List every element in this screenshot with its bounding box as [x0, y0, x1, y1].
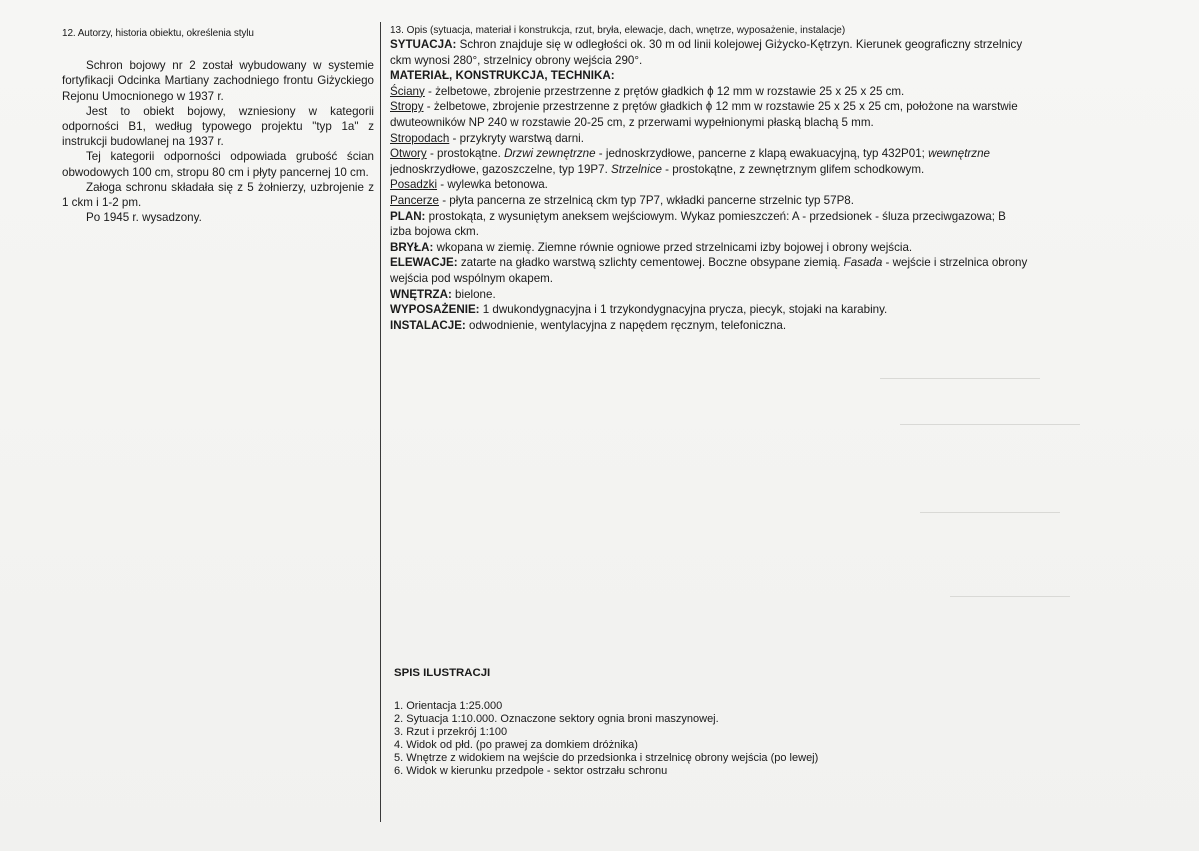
posadzki-label: Posadzki: [390, 178, 438, 192]
stropy-line: [390, 99, 1196, 115]
column-divider: [380, 22, 381, 822]
plan-text: prostokąta, z wysuniętym aneksem wejściowym. Wykaz pomieszczeń: A - przedsionek - śluza przeciwgazowa; B: [425, 209, 1006, 223]
bryla-line: [390, 240, 1196, 256]
wnetrza-line: [390, 287, 1196, 303]
illustrations-items: [394, 700, 1094, 778]
illustration-item: 3. Rzut i przekrój 1:100: [394, 726, 508, 738]
elewacje-text: - wejście i strzelnica obrony: [882, 256, 1028, 270]
illustration-item: 1. Orientacja 1:25.000: [394, 700, 503, 712]
description-heading: 13. Opis (sytuacja, materiał i konstrukcja, rzut, bryła, elewacje, dach, wnętrze, wyposażenie, instalacje): [390, 25, 846, 36]
plan-text-cont: izba bojowa ckm.: [390, 225, 479, 239]
instalacje-text: odwodnienie, wentylacyjna z napędem ręcznym, telefoniczna.: [465, 318, 787, 332]
material-label: MATERIAŁ, KONSTRUKCJA, TECHNIKA:: [390, 69, 615, 83]
sytuacja-line: [390, 37, 1196, 53]
pancerze-line: [390, 193, 1196, 209]
history-paragraph: Schron bojowy nr 2 został wybudowany w systemie fortyfikacji Odcinka Martiany zachodniego frontu Giżyckiego Rejonu Umocnionego w 1937 r.: [62, 59, 374, 103]
otwory-wewnetrzne: wewnętrzne: [928, 147, 990, 161]
wnetrza-label: WNĘTRZA:: [390, 287, 452, 301]
stropodach-line: [390, 131, 1196, 147]
otwory-line: [390, 146, 1196, 162]
elewacje-label: ELEWACJE:: [390, 256, 458, 270]
show-through-line: [880, 378, 1040, 379]
bryla-text: wkopana w ziemię. Ziemne równie ogniowe przed strzelnicami izby bojowej i obrony wejścia.: [433, 240, 913, 254]
illustration-item: 5. Wnętrze z widokiem na wejście do przedsionka i strzelnicę obrony wejścia (po lewej): [394, 752, 819, 764]
show-through-line: [900, 424, 1080, 425]
pancerze-label: Pancerze: [390, 193, 439, 207]
show-through-line: [950, 596, 1070, 597]
instalacje-label: INSTALACJE:: [390, 318, 466, 332]
otwory-line-cont: [390, 162, 1196, 178]
elewacje-line: [390, 255, 1196, 271]
plan-line: [390, 209, 1196, 225]
elewacje-fasada: Fasada: [843, 256, 883, 270]
stropodach-label: Stropodach: [390, 131, 450, 145]
otwory-strzelnice: Strzelnice: [611, 162, 662, 176]
sytuacja-text: Schron znajduje się w odległości ok. 30 m od linii kolejowej Giżycko-Kętrzyn. Kierunek geograficzny strzelnicy: [456, 38, 1023, 51]
otwory-label: Otwory: [390, 147, 427, 161]
illustration-item: 2. Sytuacja 1:10.000. Oznaczone sektory ognia broni maszynowej.: [394, 713, 719, 725]
plan-label: PLAN:: [390, 209, 426, 223]
otwory-text: jednoskrzydłowe, gazoszczelne, typ 19P7.: [390, 162, 612, 176]
sciany-label: Ściany: [390, 84, 425, 98]
illustration-item: 6. Widok w kierunku przedpole - sektor ostrzału schronu: [394, 765, 668, 777]
wnetrza-text: bielone.: [451, 287, 496, 301]
history-paragraph: Po 1945 r. wysadzony.: [86, 211, 202, 225]
otwory-drzwi: Drzwi zewnętrzne: [504, 147, 596, 161]
elewacje-text-cont: wejścia pod wspólnym okapem.: [390, 271, 554, 285]
bryla-label: BRYŁA:: [390, 240, 434, 254]
history-heading: 12. Autorzy, historia obiektu, określenia stylu: [62, 28, 254, 39]
history-paragraph: Tej kategorii odporności odpowiada grubość ścian obwodowych 100 cm, stropu 80 cm i płyty pancernej 10 cm.: [62, 150, 374, 179]
otwory-text: - jednoskrzydłowe, pancerne z klapą ewakuacyjną, typ 432P01;: [595, 147, 929, 161]
illustrations-list: [394, 667, 1094, 778]
wyposazenie-label: WYPOSAŻENIE:: [390, 303, 480, 317]
posadzki-line: [390, 177, 1196, 193]
elewacje-text: zatarte na gładko warstwą szlichty cementowej. Boczne obsypane ziemią.: [457, 256, 844, 270]
sciany-text: - żelbetowe, zbrojenie przestrzenne z prętów gładkich ϕ 12 mm w rozstawie 25 x 25 x 25 cm.: [424, 84, 905, 98]
history-paragraph: Jest to obiekt bojowy, wzniesiony w kategorii odporności B1, według typowego projektu "typ 1a" z instrukcji budowlanej na 1937 r.: [62, 104, 374, 149]
posadzki-text: - wylewka betonowa.: [437, 178, 548, 192]
sytuacja-text-cont: ckm wynosi 280°, strzelnicy obrony wejścia 290°.: [390, 53, 643, 67]
stropy-text: - żelbetowe, zbrojenie przestrzenne z prętów gładkich ϕ 12 mm w rozstawie 25 x 25 x 25 cm, położone na warstwie: [423, 100, 1018, 114]
illustration-item: 4. Widok od płd. (po prawej za domkiem dróżnika): [394, 739, 638, 751]
instalacje-line: [390, 318, 1196, 334]
sytuacja-label: SYTUACJA:: [390, 38, 457, 51]
otwory-text: - prostokątne, z zewnętrznym glifem schodkowym.: [661, 162, 925, 176]
sciany-line: [390, 84, 1196, 100]
wyposazenie-text: 1 dwukondygnacyjna i 1 trzykondygnacyjna prycza, piecyk, stojaki na karabiny.: [479, 303, 888, 317]
pancerze-text: - płyta pancerna ze strzelnicą ckm typ 7P7, wkładki pancerne strzelnic typ 57P8.: [438, 193, 854, 207]
description-column: [390, 24, 1196, 333]
otwory-text: - prostokątne.: [426, 147, 505, 161]
wyposazenie-line: [390, 302, 1196, 318]
illustrations-title: SPIS ILUSTRACJI: [394, 667, 491, 679]
history-paragraph: Załoga schronu składała się z 5 żołnierzy, uzbrojenie z 1 ckm i 1-2 pm.: [62, 180, 374, 210]
show-through-line: [920, 512, 1060, 513]
history-column: [62, 26, 374, 225]
stropy-label: Stropy: [390, 100, 424, 114]
stropy-text-cont: dwuteowników NP 240 w rozstawie 20-25 cm, z przerwami wypełnionymi płaską blachą 5 mm.: [390, 115, 874, 129]
stropodach-text: - przykryty warstwą darni.: [449, 131, 584, 145]
